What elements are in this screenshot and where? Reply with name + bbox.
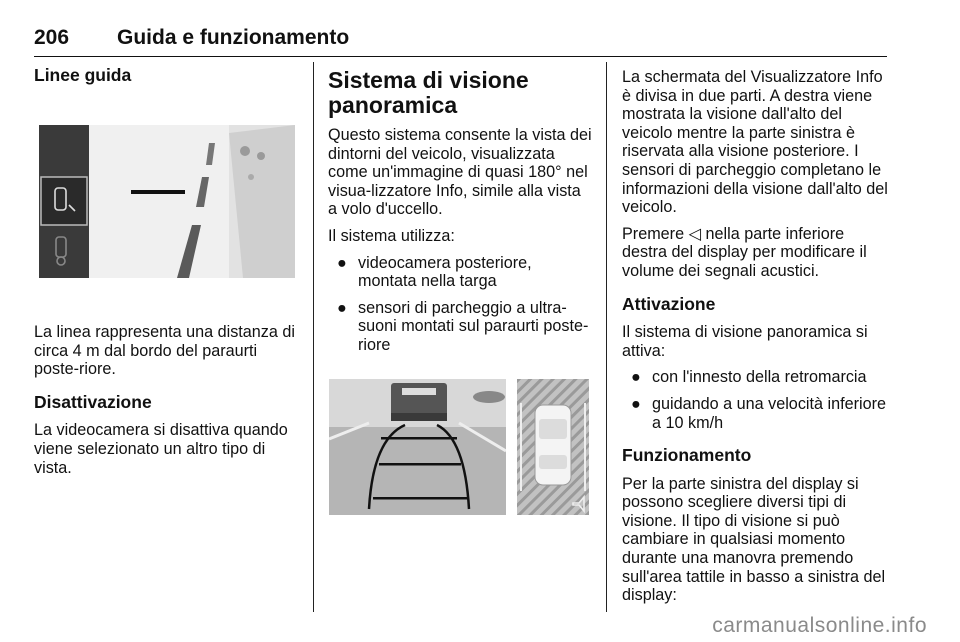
page-title: Guida e funzionamento	[117, 26, 350, 49]
intro-text: Questo sistema consente la vista dei dintorni del veicolo, visualizzata come un'immagine di quasi 180° nel visua-lizzatore Info, simile alla vista a volo d'uccello.	[328, 126, 592, 219]
list-item: ● con l'innesto della retromarcia	[631, 368, 867, 387]
function-heading: Funzionamento	[622, 445, 752, 466]
column-divider	[606, 62, 607, 612]
volume-instruction: Premere ◁ nella parte inferiore destra del display per modificare il volume dei segnali acustici.	[622, 224, 867, 280]
activation-heading: Attivazione	[622, 293, 716, 314]
page-number: 206	[34, 26, 70, 49]
rear-camera-figure	[329, 379, 506, 515]
screen-description: La schermata del Visualizzatore Info è divisa in due parti. A destra viene mostrata la visione dall'alto del veicolo mentre la parte sinistra è riservata alla visione posteriore. I sensori di parcheggio completano le informazioni della visione dall'alto del veicolo.	[622, 68, 888, 217]
top-view-figure	[517, 379, 589, 515]
activation-list	[622, 368, 888, 432]
function-text: Per la parte sinistra del display si possono scegliere diversi tipi di visione. Il tipo di visione si può cambiare in qualsiasi momento durante una manovra premendo sull'area tattile in basso a sinistra del display:	[622, 474, 886, 605]
guidelines-figure	[39, 125, 295, 278]
uses-label: Il sistema utilizza:	[328, 226, 455, 245]
top-view-illustration	[517, 379, 589, 515]
guidelines-illustration	[39, 125, 295, 278]
subsection-heading: Disattivazione	[34, 391, 152, 412]
watermark: carmanualsonline.info	[712, 614, 927, 637]
column-left	[34, 66, 302, 95]
guideline-caption: La linea rappresenta una distanza di circa 4 m dal bordo del paraurti poste-riore.	[34, 323, 295, 379]
column-left-lower	[34, 323, 304, 485]
uses-list	[328, 254, 594, 355]
list-item: ● videocamera posteriore, montata nella targa	[337, 253, 532, 291]
page-header	[34, 26, 887, 57]
column-middle	[328, 68, 594, 363]
column-right	[622, 68, 888, 613]
deactivation-text: La videocamera si disattiva quando viene selezionato un altro tipo di vista.	[34, 421, 288, 477]
section-heading: Linee guida	[34, 65, 132, 85]
rear-view-illustration	[329, 379, 506, 515]
activation-text: Il sistema di visione panoramica si attiva:	[622, 323, 868, 360]
list-item: ● sensori di parcheggio a ultra-suoni montati sul paraurti poste-riore	[337, 298, 589, 354]
column-divider	[313, 62, 314, 612]
section-title: Sistema di visione panoramica	[328, 67, 529, 118]
list-item: ● guidando a una velocità inferiore a 10 km/h	[631, 394, 886, 432]
